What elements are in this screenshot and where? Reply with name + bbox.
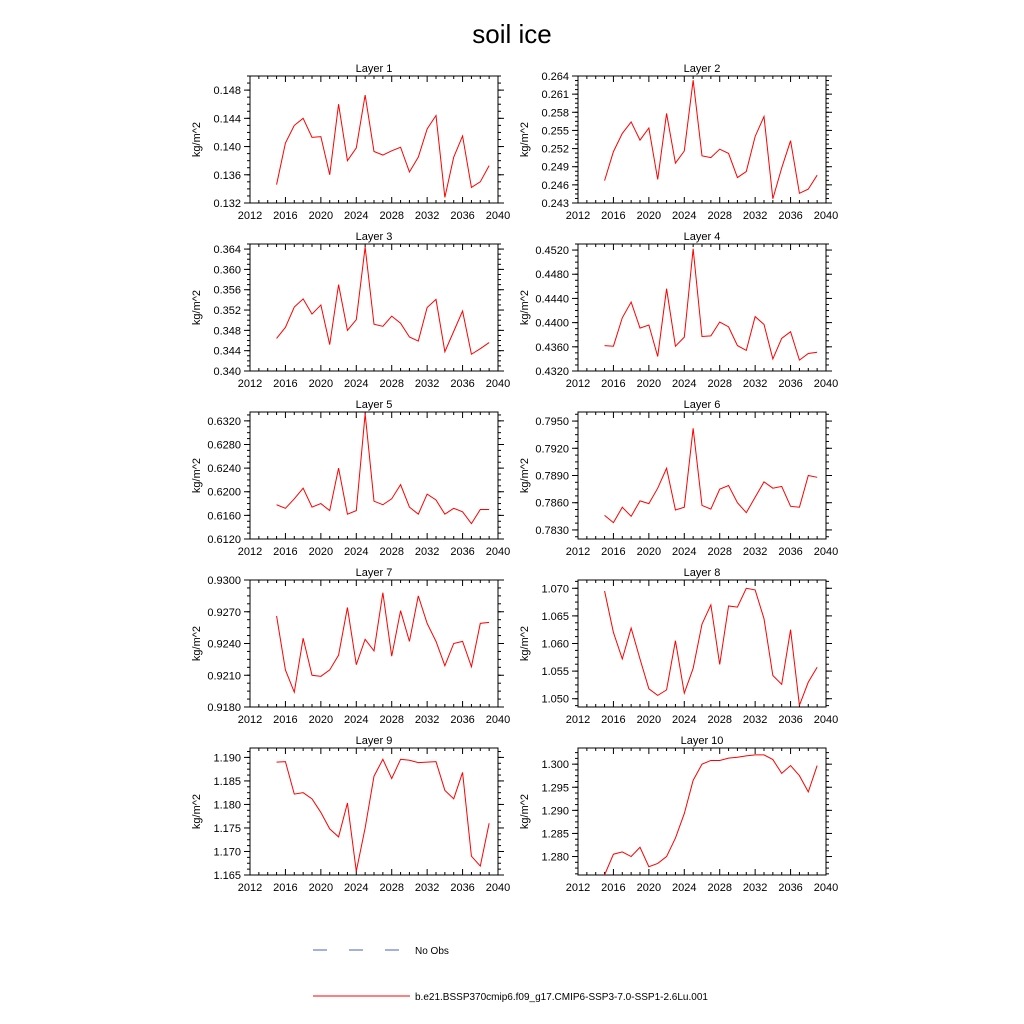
x-tick-label: 2040 [813,546,839,558]
series-line [605,755,818,875]
x-tick-label: 2028 [379,546,404,558]
y-tick-label: 1.170 [213,846,241,859]
plot-frame [250,580,498,707]
x-tick-label: 2032 [414,714,440,726]
panel-layer-8 [519,567,838,726]
y-tick-label: 0.9210 [207,670,241,683]
x-tick-label: 2020 [636,714,662,726]
x-tick-label: 2036 [450,378,475,390]
y-tick-label: 0.9240 [207,638,241,651]
y-tick-label: 0.356 [213,284,241,297]
x-tick-label: 2036 [778,546,803,558]
x-tick-label: 2040 [813,210,839,222]
panel-title: Layer 2 [683,63,721,75]
x-tick-label: 2028 [379,210,404,222]
y-axis-label: kg/m^2 [519,793,531,830]
x-tick-label: 2032 [414,378,440,390]
panels [191,63,838,894]
x-tick-label: 2016 [601,882,626,894]
x-tick-label: 2028 [707,378,732,390]
x-tick-label: 2040 [485,882,511,894]
y-tick-label: 0.6280 [207,439,241,452]
x-tick-label: 2016 [601,210,626,222]
y-tick-label: 0.7890 [535,470,569,483]
x-tick-label: 2032 [742,210,768,222]
y-tick-label: 0.132 [213,198,241,210]
panel-title: Layer 5 [355,399,393,411]
y-tick-label: 0.4400 [535,317,569,330]
x-tick-label: 2012 [565,210,591,222]
x-tick-label: 2024 [672,378,697,390]
x-tick-label: 2024 [672,714,697,726]
y-tick-label: 1.190 [213,752,241,765]
y-tick-label: 0.364 [213,244,241,257]
y-tick-label: 0.7860 [535,497,569,510]
y-tick-label: 0.243 [541,198,569,210]
panel-layer-5 [191,399,510,558]
y-tick-label: 0.9180 [207,702,241,714]
x-tick-label: 2020 [636,546,662,558]
x-tick-label: 2040 [813,882,839,894]
x-tick-label: 2024 [344,882,369,894]
y-tick-label: 0.340 [213,366,241,378]
x-tick-label: 2016 [273,210,298,222]
series-line [605,588,818,705]
y-tick-label: 1.070 [541,583,569,596]
y-axis-label: kg/m^2 [519,121,531,158]
y-axis-label: kg/m^2 [191,289,203,326]
y-axis-label: kg/m^2 [191,457,203,494]
x-tick-label: 2024 [672,546,697,558]
x-tick-label: 2040 [485,210,511,222]
y-tick-label: 1.055 [541,666,569,679]
x-tick-label: 2040 [485,546,511,558]
x-tick-label: 2036 [778,714,803,726]
series-line [277,414,490,524]
y-tick-label: 0.344 [213,345,241,358]
y-tick-label: 0.255 [541,125,569,138]
x-tick-label: 2016 [273,378,298,390]
panel-layer-1 [191,63,510,222]
x-tick-label: 2016 [601,378,626,390]
x-tick-label: 2036 [450,546,475,558]
x-tick-label: 2020 [308,714,334,726]
x-tick-label: 2020 [636,378,662,390]
panel-title: Layer 9 [355,735,393,747]
plot-frame [250,412,498,539]
panel-title: Layer 10 [680,735,724,747]
x-tick-label: 2036 [778,210,803,222]
panel-title: Layer 8 [683,567,721,579]
y-tick-label: 1.060 [541,638,569,651]
x-tick-label: 2020 [308,546,334,558]
y-axis-label: kg/m^2 [519,625,531,662]
panel-layer-2 [519,63,838,222]
y-tick-label: 1.050 [541,693,569,706]
y-axis-label: kg/m^2 [191,121,203,158]
x-tick-label: 2012 [237,378,263,390]
y-tick-label: 1.285 [541,828,569,841]
x-tick-label: 2032 [414,882,440,894]
panel-layer-10 [519,735,838,894]
x-tick-label: 2028 [707,210,732,222]
legend [313,946,708,1003]
y-tick-label: 0.6200 [207,486,241,499]
y-axis-label: kg/m^2 [191,625,203,662]
y-tick-label: 1.180 [213,799,241,812]
y-tick-label: 0.352 [213,305,241,318]
x-tick-label: 2024 [344,378,369,390]
y-tick-label: 0.249 [541,161,569,174]
plot-frame [578,76,826,203]
y-tick-label: 0.6160 [207,510,241,523]
series-line [277,95,490,197]
panel-layer-4 [519,231,838,390]
y-tick-label: 0.4480 [535,269,569,282]
panel-layer-9 [191,735,510,894]
y-tick-label: 1.065 [541,610,569,623]
x-tick-label: 2012 [237,546,263,558]
x-tick-label: 2016 [273,546,298,558]
x-tick-label: 2020 [308,210,334,222]
x-tick-label: 2012 [237,210,263,222]
legend-model-label: b.e21.BSSP370cmip6.f09_g17.CMIP6-SSP3-7.0-SSP1-2.6Lu.001 [415,992,708,1003]
y-tick-label: 1.185 [213,775,241,788]
y-tick-label: 0.261 [541,89,569,102]
y-tick-label: 1.280 [541,851,569,864]
y-tick-label: 0.7950 [535,416,569,429]
y-tick-label: 0.4320 [535,366,569,378]
x-tick-label: 2036 [778,378,803,390]
x-tick-label: 2012 [565,546,591,558]
x-tick-label: 2040 [485,714,511,726]
x-tick-label: 2028 [379,714,404,726]
y-tick-label: 0.136 [213,169,241,182]
panel-title: Layer 7 [355,567,393,579]
panel-layer-7 [191,567,510,726]
y-tick-label: 0.258 [541,107,569,120]
x-tick-label: 2028 [707,714,732,726]
x-tick-label: 2024 [344,714,369,726]
series-line [605,80,818,199]
series-line [277,247,490,354]
series-line [605,428,818,522]
x-tick-label: 2040 [813,714,839,726]
x-tick-label: 2040 [813,378,839,390]
y-tick-label: 0.348 [213,325,241,338]
x-tick-label: 2028 [379,378,404,390]
x-tick-label: 2016 [601,714,626,726]
y-tick-label: 0.7830 [535,524,569,537]
legend-obs-label: No Obs [415,946,449,957]
x-tick-label: 2024 [344,546,369,558]
y-tick-label: 0.9300 [207,575,241,587]
series-line [277,759,490,871]
y-tick-label: 1.300 [541,759,569,772]
x-tick-label: 2020 [308,378,334,390]
panel-title: Layer 1 [355,63,393,75]
x-tick-label: 2012 [565,714,591,726]
x-tick-label: 2024 [672,210,697,222]
panel-title: Layer 3 [355,231,393,243]
panel-layer-3 [191,231,510,390]
plot-frame [578,244,826,371]
y-tick-label: 1.295 [541,782,569,795]
x-tick-label: 2036 [450,882,475,894]
y-tick-label: 0.252 [541,143,569,156]
y-tick-label: 0.9270 [207,606,241,619]
y-tick-label: 1.175 [213,822,241,835]
x-tick-label: 2028 [707,546,732,558]
y-tick-label: 0.6240 [207,463,241,476]
series-line [277,593,490,692]
x-tick-label: 2036 [450,210,475,222]
y-tick-label: 0.264 [541,71,569,83]
x-tick-label: 2020 [308,882,334,894]
x-tick-label: 2032 [742,882,768,894]
x-tick-label: 2012 [565,882,591,894]
y-tick-label: 0.4440 [535,293,569,306]
x-tick-label: 2040 [485,378,511,390]
y-tick-label: 1.165 [213,870,241,882]
x-tick-label: 2016 [273,714,298,726]
panel-layer-6 [519,399,838,558]
y-tick-label: 0.144 [213,113,241,126]
x-tick-label: 2028 [379,882,404,894]
x-tick-label: 2032 [742,546,768,558]
x-tick-label: 2020 [636,210,662,222]
y-tick-label: 0.7920 [535,443,569,456]
y-axis-label: kg/m^2 [519,289,531,326]
y-tick-label: 0.148 [213,85,241,98]
panel-title: Layer 6 [683,399,721,411]
x-tick-label: 2024 [344,210,369,222]
x-tick-label: 2024 [672,882,697,894]
x-tick-label: 2012 [237,882,263,894]
x-tick-label: 2036 [450,714,475,726]
x-tick-label: 2012 [565,378,591,390]
x-tick-label: 2032 [414,210,440,222]
y-axis-label: kg/m^2 [191,793,203,830]
y-axis-label: kg/m^2 [519,457,531,494]
x-tick-label: 2032 [414,546,440,558]
x-tick-label: 2016 [273,882,298,894]
x-tick-label: 2028 [707,882,732,894]
x-tick-label: 2032 [742,378,768,390]
x-tick-label: 2032 [742,714,768,726]
y-tick-label: 0.4520 [535,245,569,258]
x-tick-label: 2012 [237,714,263,726]
x-tick-label: 2036 [778,882,803,894]
y-tick-label: 0.6120 [207,534,241,546]
y-tick-label: 1.290 [541,805,569,818]
panel-title: Layer 4 [683,231,721,243]
y-tick-label: 0.4360 [535,341,569,354]
y-tick-label: 0.360 [213,264,241,277]
y-tick-label: 0.140 [213,141,241,154]
x-tick-label: 2020 [636,882,662,894]
y-tick-label: 0.246 [541,179,569,192]
figure-title: soil ice [472,19,552,49]
plot-frame [250,244,498,371]
y-tick-label: 0.6320 [207,415,241,428]
series-line [605,249,818,360]
x-tick-label: 2016 [601,546,626,558]
